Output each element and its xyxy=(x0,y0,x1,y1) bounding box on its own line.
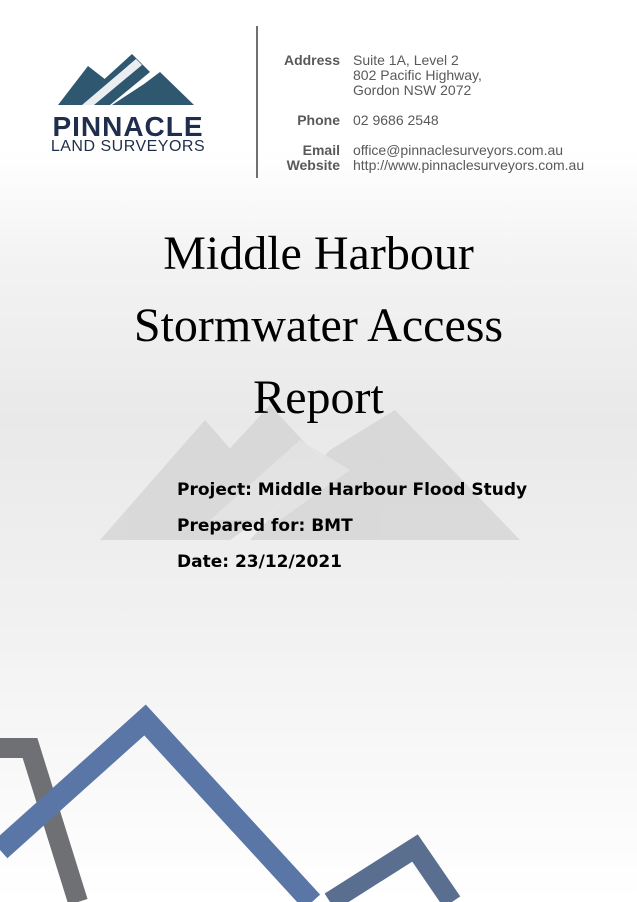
report-title-line-2: Stormwater Access xyxy=(133,299,504,352)
date-line: Date: 23/12/2021 xyxy=(177,552,343,572)
brand-name: PINNACLE xyxy=(52,111,204,142)
project-line: Project: Middle Harbour Flood Study xyxy=(177,480,528,500)
phone-value: 02 9686 2548 xyxy=(353,112,439,128)
report-title-line-1: Middle Harbour xyxy=(163,227,474,280)
header-divider xyxy=(256,26,258,178)
website-label: Website xyxy=(286,157,340,173)
address-line-1: Suite 1A, Level 2 xyxy=(353,52,459,68)
report-title-line-3: Report xyxy=(253,371,384,424)
email-label: Email xyxy=(302,142,340,158)
address-line-3: Gordon NSW 2072 xyxy=(353,82,472,98)
prepared-for-line: Prepared for: BMT xyxy=(177,516,353,536)
email-link[interactable]: office@pinnaclesurveyors.com.au xyxy=(353,142,564,158)
address-label: Address xyxy=(283,52,340,68)
address-line-2: 802 Pacific Highway, xyxy=(353,67,482,83)
website-link[interactable]: http://www.pinnaclesurveyors.com.au xyxy=(353,157,585,173)
footer-mountain-lines xyxy=(0,720,452,902)
phone-label: Phone xyxy=(297,112,340,128)
brand-subtitle: LAND SURVEYORS xyxy=(50,138,206,155)
